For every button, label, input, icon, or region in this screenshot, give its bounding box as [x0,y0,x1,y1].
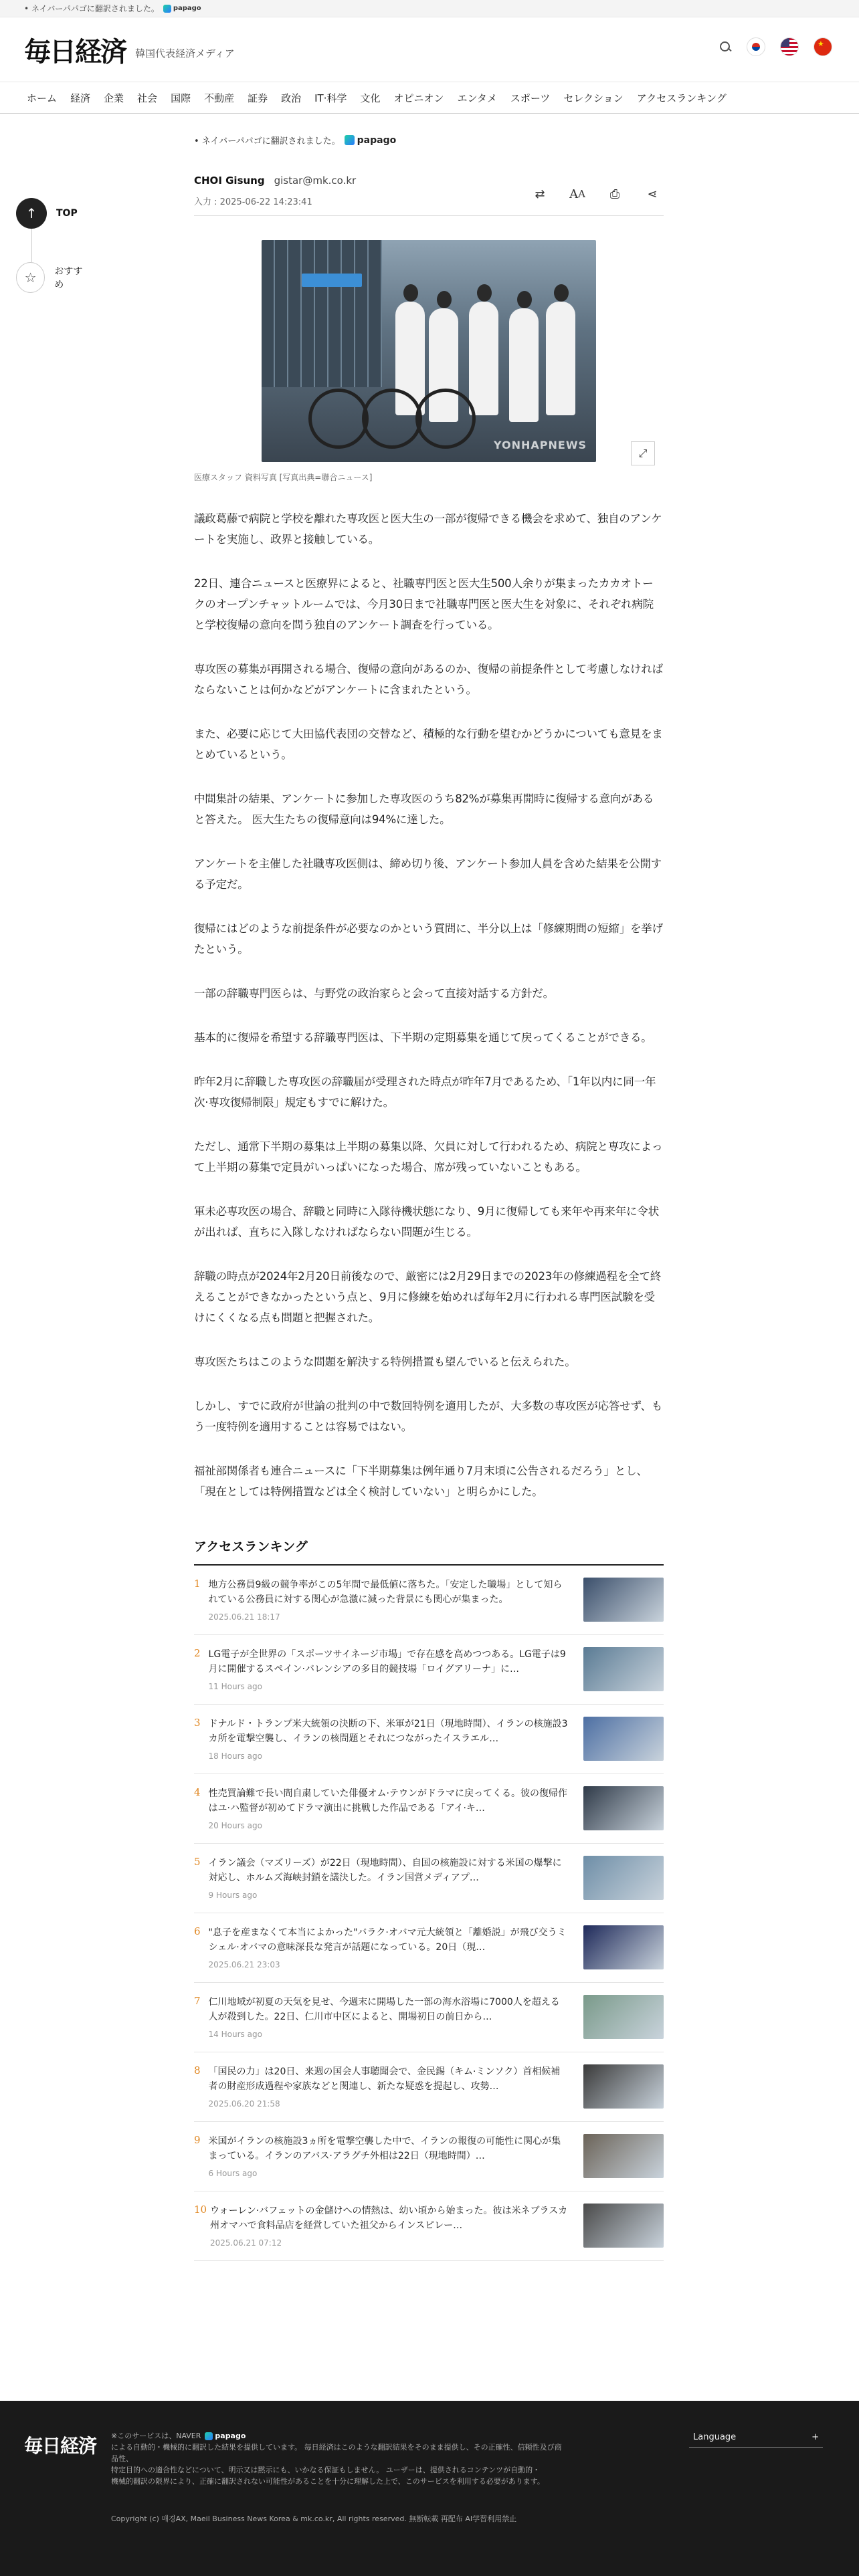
ranking-item[interactable] [194,1705,664,1774]
nav-item[interactable]: セレクション [563,92,624,104]
papago-icon [163,5,171,13]
papago-logo [345,135,397,146]
ranking-thumbnail[interactable] [583,1995,664,2039]
top-button[interactable] [16,198,90,229]
site-logo[interactable]: 毎日経済 [24,35,126,68]
side-divider [31,229,32,262]
china-flag-icon[interactable] [814,37,832,56]
nav-item[interactable]: エンタメ [457,92,497,104]
expand-icon[interactable]: ⤢ [631,441,655,465]
translation-banner-text: • ネイバーパパゴに翻訳されました。 [24,4,159,13]
photo-watermark: YONHAPNEWS [494,439,587,451]
papago-label: papago [173,5,201,12]
article-paragraph: 専攻医の募集が再開される場合、復帰の意向があるのか、復帰の前提条件として考慮しなければならないことは何かなどがアンケートに含まれたという。 [194,663,663,696]
article-paragraph: 昨年2月に辞職した専攻医の辞職届が受理された時点が昨年7月であるため、「1年以内に同一年次·専攻復帰制限」規定もすでに解けた。 [194,1075,656,1109]
site-tagline: 韓国代表経済メディア [135,47,235,60]
ranking-headline[interactable]: 仁川地域が初夏の天気を見せ、今週末に開場した一部の海水浴場に7000人を超える人が殺到した。22日、仁川市中区によると、開場初日の前日から… [208,1997,560,2022]
ranking-number: 5 [194,1856,201,1868]
ranking-thumbnail[interactable] [583,1856,664,1900]
article-paragraph: 復帰にはどのような前提条件が必要なのかという質問に、半分以上は「修練期間の短縮」を挙げたという。 [194,922,663,956]
nav-item[interactable]: 経済 [70,92,91,104]
ranking-thumbnail[interactable] [583,1578,664,1622]
ranking-item-content [194,2064,569,2109]
footer-notice [111,2430,566,2487]
ranking-headline[interactable]: "息子を産まなくて本当によかった"バラク·オバマ元大統領と「離婚説」が飛び交うミシェル·オバマの意味深長な発言が話題になっている。20日（現… [208,1927,567,1953]
ranking-item[interactable] [194,1913,664,1983]
ranking-item-content [194,2204,569,2248]
print-icon[interactable]: ⎙ [609,187,620,201]
nav-item[interactable]: 証券 [248,92,268,104]
papago-logo [205,2430,246,2442]
ranking-item-content [194,1995,569,2039]
star-icon[interactable]: ☆ [16,262,45,293]
notice-line: 特定目的への適合性などについて、明示又は黙示にも、いかなる保証もしません。 ユーザーは、提供されるコンテンツが自動的・ [111,2466,541,2474]
ranking-number: 8 [194,2064,201,2076]
photo-person [509,308,539,422]
ranking-item-content [194,1647,569,1691]
nav-item[interactable]: 国際 [171,92,191,104]
papago-label: papago [215,2432,246,2440]
site-header [0,17,859,82]
ranking-item[interactable] [194,1844,664,1913]
article-paragraph: 専攻医たちはこのような問題を解決する特例措置も望んでいると伝えられた。 [194,1356,576,1368]
ranking-item-content [194,1717,569,1761]
recommend-button[interactable] [16,262,90,293]
ranking-number: 2 [194,1647,201,1659]
ranking-headline[interactable]: ドナルド・トランプ米大統領の決断の下、米軍が21日（現地時間）、イランの核施設3カ所を電撃空襲し、イランの核問題とそれにつながったイスラエル… [208,1719,568,1744]
ranking-item-content [194,1856,569,1900]
article-paragraph: 辞職の時点が2024年2月20日前後なので、厳密には2月29日までの2023年の修練過程を全て終えることができなかったという点と、9月に修練を始めれば毎年2月に行われる専門医試験を受けにくくなる点も問題と把握された。 [194,1270,662,1324]
publish-date: 入力 : 2025-06-22 14:23:41 [194,197,312,207]
ranking-headline[interactable]: ウォーレン·バフェットの金儲けへの情熱は、幼い頃から始まった。彼は米ネブラスカ州オマハで食料品店を経営していた祖父からインスピレー… [210,2206,568,2231]
language-select[interactable] [689,2428,823,2448]
papago-label: papago [357,134,397,146]
language-label: Language [693,2432,737,2442]
notice-line: による自動的・機械的に翻訳した結果を提供しています。 毎日経済はこのような翻訳結果をそのまま提供し、その正確性、信頼性及び商品性、 [111,2443,562,2463]
nav-item[interactable]: 政治 [281,92,302,104]
ranking-headline[interactable]: 地方公務員9級の競争率がこの5年間で最低値に落ちた。「安定した職場」として知られている公務員に対する関心が急激に減った背景にも関心が集まった。 [208,1580,563,1605]
photo-person [469,302,498,415]
ranking-thumbnail[interactable] [583,2204,664,2248]
translate-icon[interactable]: ⇄ [535,187,545,201]
translation-note-text: • ネイバーパパゴに翻訳されました。 [194,136,341,146]
header-tools [719,37,832,56]
nav-item[interactable]: オピニオン [393,92,444,104]
search-icon[interactable] [719,40,732,53]
photo-wheelchair [308,389,369,449]
article-paragraph: ただし、通常下半期の募集は上半期の募集以降、欠員に対して行われるため、病院と専攻によって上半期の募集で定員がいっぱいになった場合、席が残っていないこともある。 [194,1140,663,1174]
article-translation-note [194,134,664,146]
photo-sign [302,274,362,287]
article-paragraph: 22日、連合ニュースと医療界によると、社職専門医と医大生500人余りが集まったカカオトークのオープンチャットルームでは、今月30日まで社職専門医と医大生を対象に、それぞれ病院と学校復帰の意向を問う独自のアンケート調査を行っている。 [194,577,654,631]
ranking-headline[interactable]: 「国民の力」は20日、来週の国会人事聴聞会で、金民錫（キム·ミンソク）首相候補者の財産形成過程や家族などと関連し、新たな疑惑を提起し、攻勢… [208,2066,561,2092]
notice-prefix: ※このサービスは、NAVER [111,2432,201,2440]
ranking-item-content [194,1925,569,1969]
article-paragraph: 一部の辞職専門医らは、与野党の政治家らと会って直接対話する方針だ。 [194,987,554,1000]
nav-item[interactable]: IT·科学 [314,92,347,104]
article-paragraph: 軍未必専攻医の場合、辞職と同時に入隊待機状態になり、9月に復帰しても来年や再来年に令状が出れば、直ちに入隊しなければならない問題が生じる。 [194,1205,659,1239]
font-size-icon[interactable]: A A [569,187,585,201]
ranking-headline[interactable]: LG電子が全世界の「スポーツサイネージ市場」で存在感を高めつつある。LG電子は9月に開催するスペイン·バレンシアの多目的競技場「ロイグアリーナ」に… [208,1649,566,1675]
byline [194,175,356,187]
ranking-thumbnail[interactable] [583,1647,664,1691]
nav-item[interactable]: アクセスランキング [636,92,727,104]
ranking-thumbnail[interactable] [583,2134,664,2178]
ranking-item[interactable] [194,2191,664,2261]
photo-person [546,302,575,415]
ranking-number: 6 [194,1925,201,1937]
ranking-time: 2025.06.21 07:12 [210,2238,282,2248]
article [194,134,664,2261]
ranking-time: 2025.06.21 23:03 [208,1960,280,1969]
article-photo[interactable] [262,240,596,462]
ranking-item-content [194,1786,569,1830]
translation-banner [0,0,859,17]
ranking-thumbnail[interactable] [583,1786,664,1830]
author-email[interactable]: gistar@mk.co.kr [274,175,357,187]
article-paragraph: 基本的に復帰を希望する辞職専門医は、下半期の定期募集を通じて戻ってくることができる。 [194,1031,652,1044]
ranking-thumbnail[interactable] [583,1717,664,1761]
site-footer [0,2401,859,2576]
nav-item[interactable]: 不動産 [204,92,235,104]
ranking-time: 9 Hours ago [208,1891,258,1900]
ranking-number: 7 [194,1995,201,2007]
papago-logo [163,5,201,13]
nav-item[interactable]: 社会 [137,92,158,104]
ranking-headline[interactable]: 性売買論難で長い間自粛していた俳優オム·テウンがドラマに戻ってくる。彼の復帰作はユ·ハ監督が初めてドラマ演出に挑戦した作品である「アイ·キ… [208,1788,567,1814]
ranking-time: 14 Hours ago [208,2030,262,2039]
article-paragraph: 議政葛藤で病院と学校を離れた専攻医と医大生の一部が復帰できる機会を求めて、独自のアンケートを実施し、政界と接触している。 [194,512,662,546]
ranking-time: 6 Hours ago [208,2169,258,2178]
korean-flag-icon[interactable] [747,37,765,56]
nav-item[interactable]: 企業 [104,92,124,104]
papago-icon [345,135,355,145]
ranking-time: 20 Hours ago [208,1821,262,1830]
article-paragraph: 中間集計の結果、アンケートに参加した専攻医のうち82%が募集再開時に復帰する意向があると答えた。 医大生たちの復帰意向は94%に達した。 [194,792,654,826]
ranking-thumbnail[interactable] [583,1925,664,1969]
ranking-item-content [194,1578,569,1622]
ranking-title: アクセスランキング [194,1537,664,1566]
article-paragraph: アンケートを主催した社職専攻医側は、締め切り後、アンケート参加人員を含めた結果を公開する予定だ。 [194,857,662,891]
ranking-time: 2025.06.20 21:58 [208,2099,280,2109]
ranking-time: 11 Hours ago [208,1682,262,1691]
nav-item[interactable]: ホーム [27,92,58,104]
ranking-number: 10 [194,2204,207,2216]
us-flag-icon[interactable] [780,37,799,56]
meta-divider [194,215,664,216]
footer-logo[interactable]: 毎日経済 [24,2435,97,2457]
photo-wheelchair [362,389,422,449]
access-ranking [194,1537,664,2261]
ranking-item[interactable] [194,1774,664,1844]
article-body [194,508,664,1502]
recommend-label: おすすめ [54,266,83,290]
ranking-item[interactable] [194,1635,664,1705]
notice-line: 機械的翻訳の限界により、正確に翻訳されない可能性があることを十分に理解した上で、このサービスを利用する必要があります。 [111,2477,545,2486]
photo-caption: 医療スタッフ 資料写真 [写真出典=聯合ニュース] [194,473,373,482]
top-label: TOP [56,208,78,219]
main-nav [0,82,859,114]
article-meta [194,175,664,207]
photo-building [262,240,382,387]
article-paragraph: しかし、すでに政府が世論の批判の中で数回特例を適用したが、大多数の専攻医が応答せず、もう一度特例を適用することは容易ではない。 [194,1400,663,1433]
plus-icon: + [812,2432,819,2442]
ranking-number: 4 [194,1786,201,1798]
ranking-item-content [194,2134,569,2178]
ranking-time: 18 Hours ago [208,1751,262,1761]
arrow-up-icon[interactable]: ↑ [16,198,47,229]
ranking-number: 9 [194,2134,201,2146]
copyright: Copyright (c) 매경AX, Maeil Business News Korea & mk.co.kr, All rights reserved. 無断転載 再配布 AI学習利用禁止 [111,2514,517,2523]
ranking-time: 2025.06.21 18:17 [208,1612,280,1622]
side-rail [16,198,90,293]
ranking-headline[interactable]: イラン議会（マズリーズ）が22日（現地時間）、自国の核施設に対する米国の爆撃に対応し、ホルムズ海峡封鎖を議決した。イラン国営メディアプ… [208,1858,562,1883]
ranking-item[interactable] [194,2122,664,2191]
article-paragraph: 福祉部関係者も連合ニュースに「下半期募集は例年通り7月末頃に公告されるだろう」とし、「現在としては特例措置などは全く検討していない」と明らかにした。 [194,1465,648,1498]
ranking-number: 1 [194,1578,201,1590]
ranking-headline[interactable]: 米国がイランの核施設3ヵ所を電撃空襲した中で、イランの報復の可能性に関心が集まっている。イランのアバス·アラグチ外相は22日（現地時間）… [208,2136,561,2161]
ranking-thumbnail[interactable] [583,2064,664,2109]
ranking-item[interactable] [194,1566,664,1635]
papago-icon [205,2432,213,2440]
nav-item[interactable]: スポーツ [510,92,551,104]
ranking-list [194,1566,664,2261]
ranking-item[interactable] [194,2052,664,2122]
photo-wheelchair [415,389,476,449]
nav-item[interactable]: 文化 [360,92,381,104]
author-name[interactable]: CHOI Gisung [194,175,265,187]
ranking-item[interactable] [194,1983,664,2052]
ranking-number: 3 [194,1717,201,1729]
article-paragraph: また、必要に応じて大田協代表団の交替など、積極的な行動を望むかどうかについても意見をまとめているという。 [194,728,663,761]
share-icon[interactable]: ⋖ [647,187,658,201]
article-tools [531,185,661,203]
